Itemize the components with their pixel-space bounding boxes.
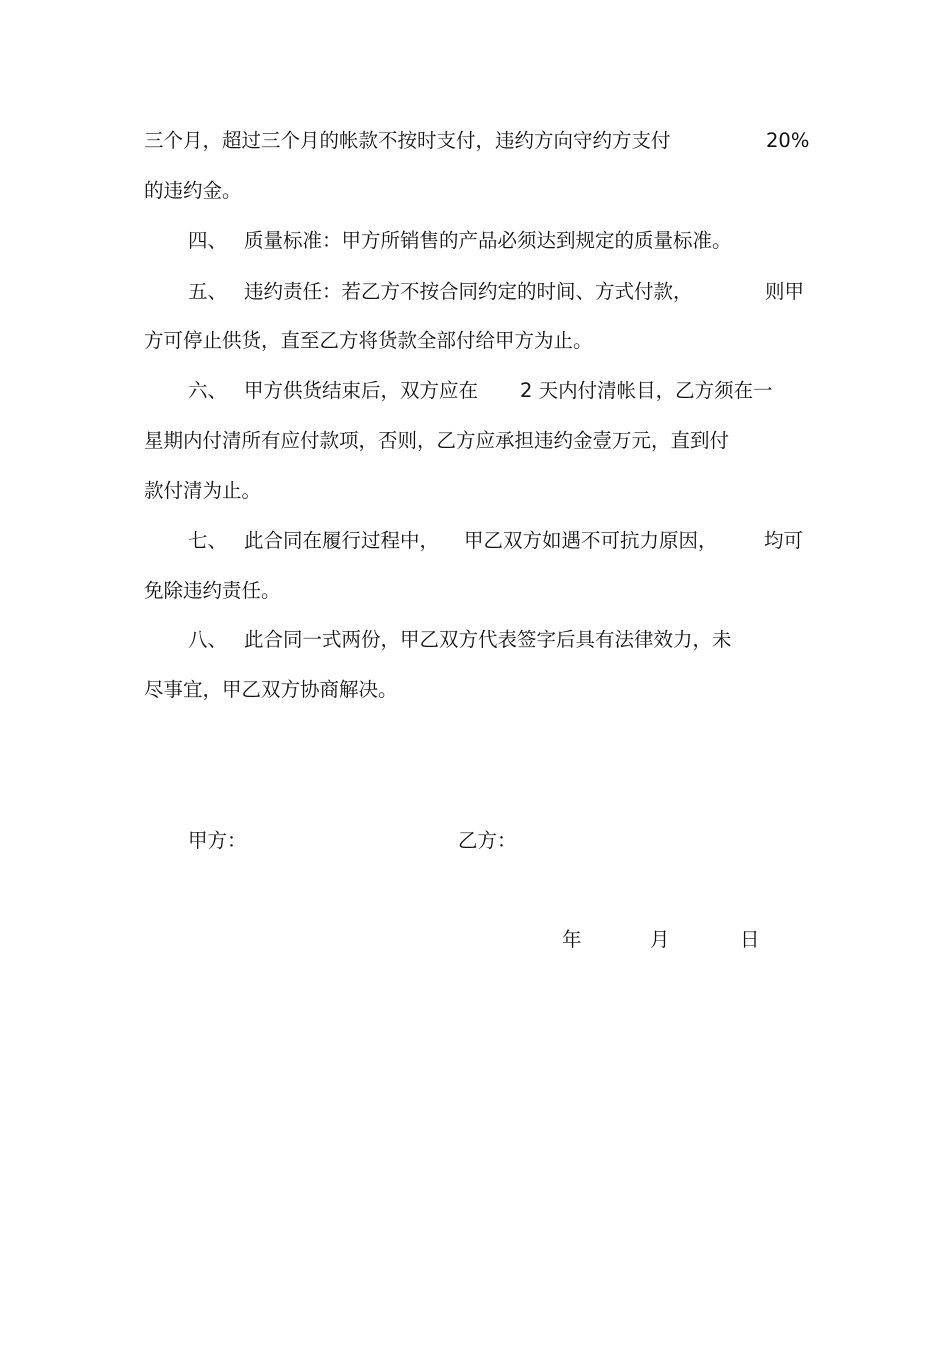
clause-6-line-1-a: 甲方供货结束后，双方应在 <box>244 379 479 402</box>
party-b-label: 乙方： <box>458 829 517 852</box>
clause-6-line-3: 款付清为止。 <box>144 479 262 502</box>
clause-5-number: 五、 <box>188 280 228 303</box>
date-month-label: 月 <box>650 928 670 951</box>
clause-4-number: 四、 <box>188 229 228 252</box>
clause-3-line-2: 的违约金。 <box>144 179 242 202</box>
clause-3-percentage: 20% <box>766 129 810 152</box>
clause-7-line-1-b: 甲乙双方如遇不可抗力原因， <box>464 529 718 552</box>
clause-8-line-2: 尽事宜，甲乙双方协商解决。 <box>144 678 398 701</box>
clause-3-text: 三个月，超过三个月的帐款不按时支付，违约方向守约方支付 <box>144 129 671 152</box>
clause-5-line-1: 违约责任：若乙方不按合同约定的时间、方式付款， <box>244 280 693 303</box>
clause-7-line-1-c: 均可 <box>764 529 804 552</box>
party-a-label: 甲方： <box>188 829 247 852</box>
clause-4-text: 质量标准：甲方所销售的产品必须达到规定的质量标准。 <box>244 229 732 252</box>
clause-8-line-1: 此合同一式两份，甲乙双方代表签字后具有法律效力，未 <box>244 628 732 651</box>
clause-7-line-2: 免除违约责任。 <box>144 579 281 602</box>
date-day-label: 日 <box>740 928 760 951</box>
clause-6-line-2: 星期内付清所有应付款项，否则，乙方应承担违约金壹万元，直到付 <box>144 429 730 452</box>
clause-5-line-1-end: 则甲 <box>765 280 805 303</box>
date-year-label: 年 <box>562 928 582 951</box>
clause-6-number: 六、 <box>188 379 228 402</box>
clause-6-line-1-b: 2 天内付清帐目，乙方须在一 <box>520 379 773 402</box>
clause-7-number: 七、 <box>188 529 228 552</box>
clause-7-line-1-a: 此合同在履行过程中， <box>244 529 440 552</box>
clause-3-line-1 <box>144 128 671 154</box>
clause-8-number: 八、 <box>188 628 228 651</box>
clause-5-line-2: 方可停止供货，直至乙方将货款全部付给甲方为止。 <box>144 329 593 352</box>
